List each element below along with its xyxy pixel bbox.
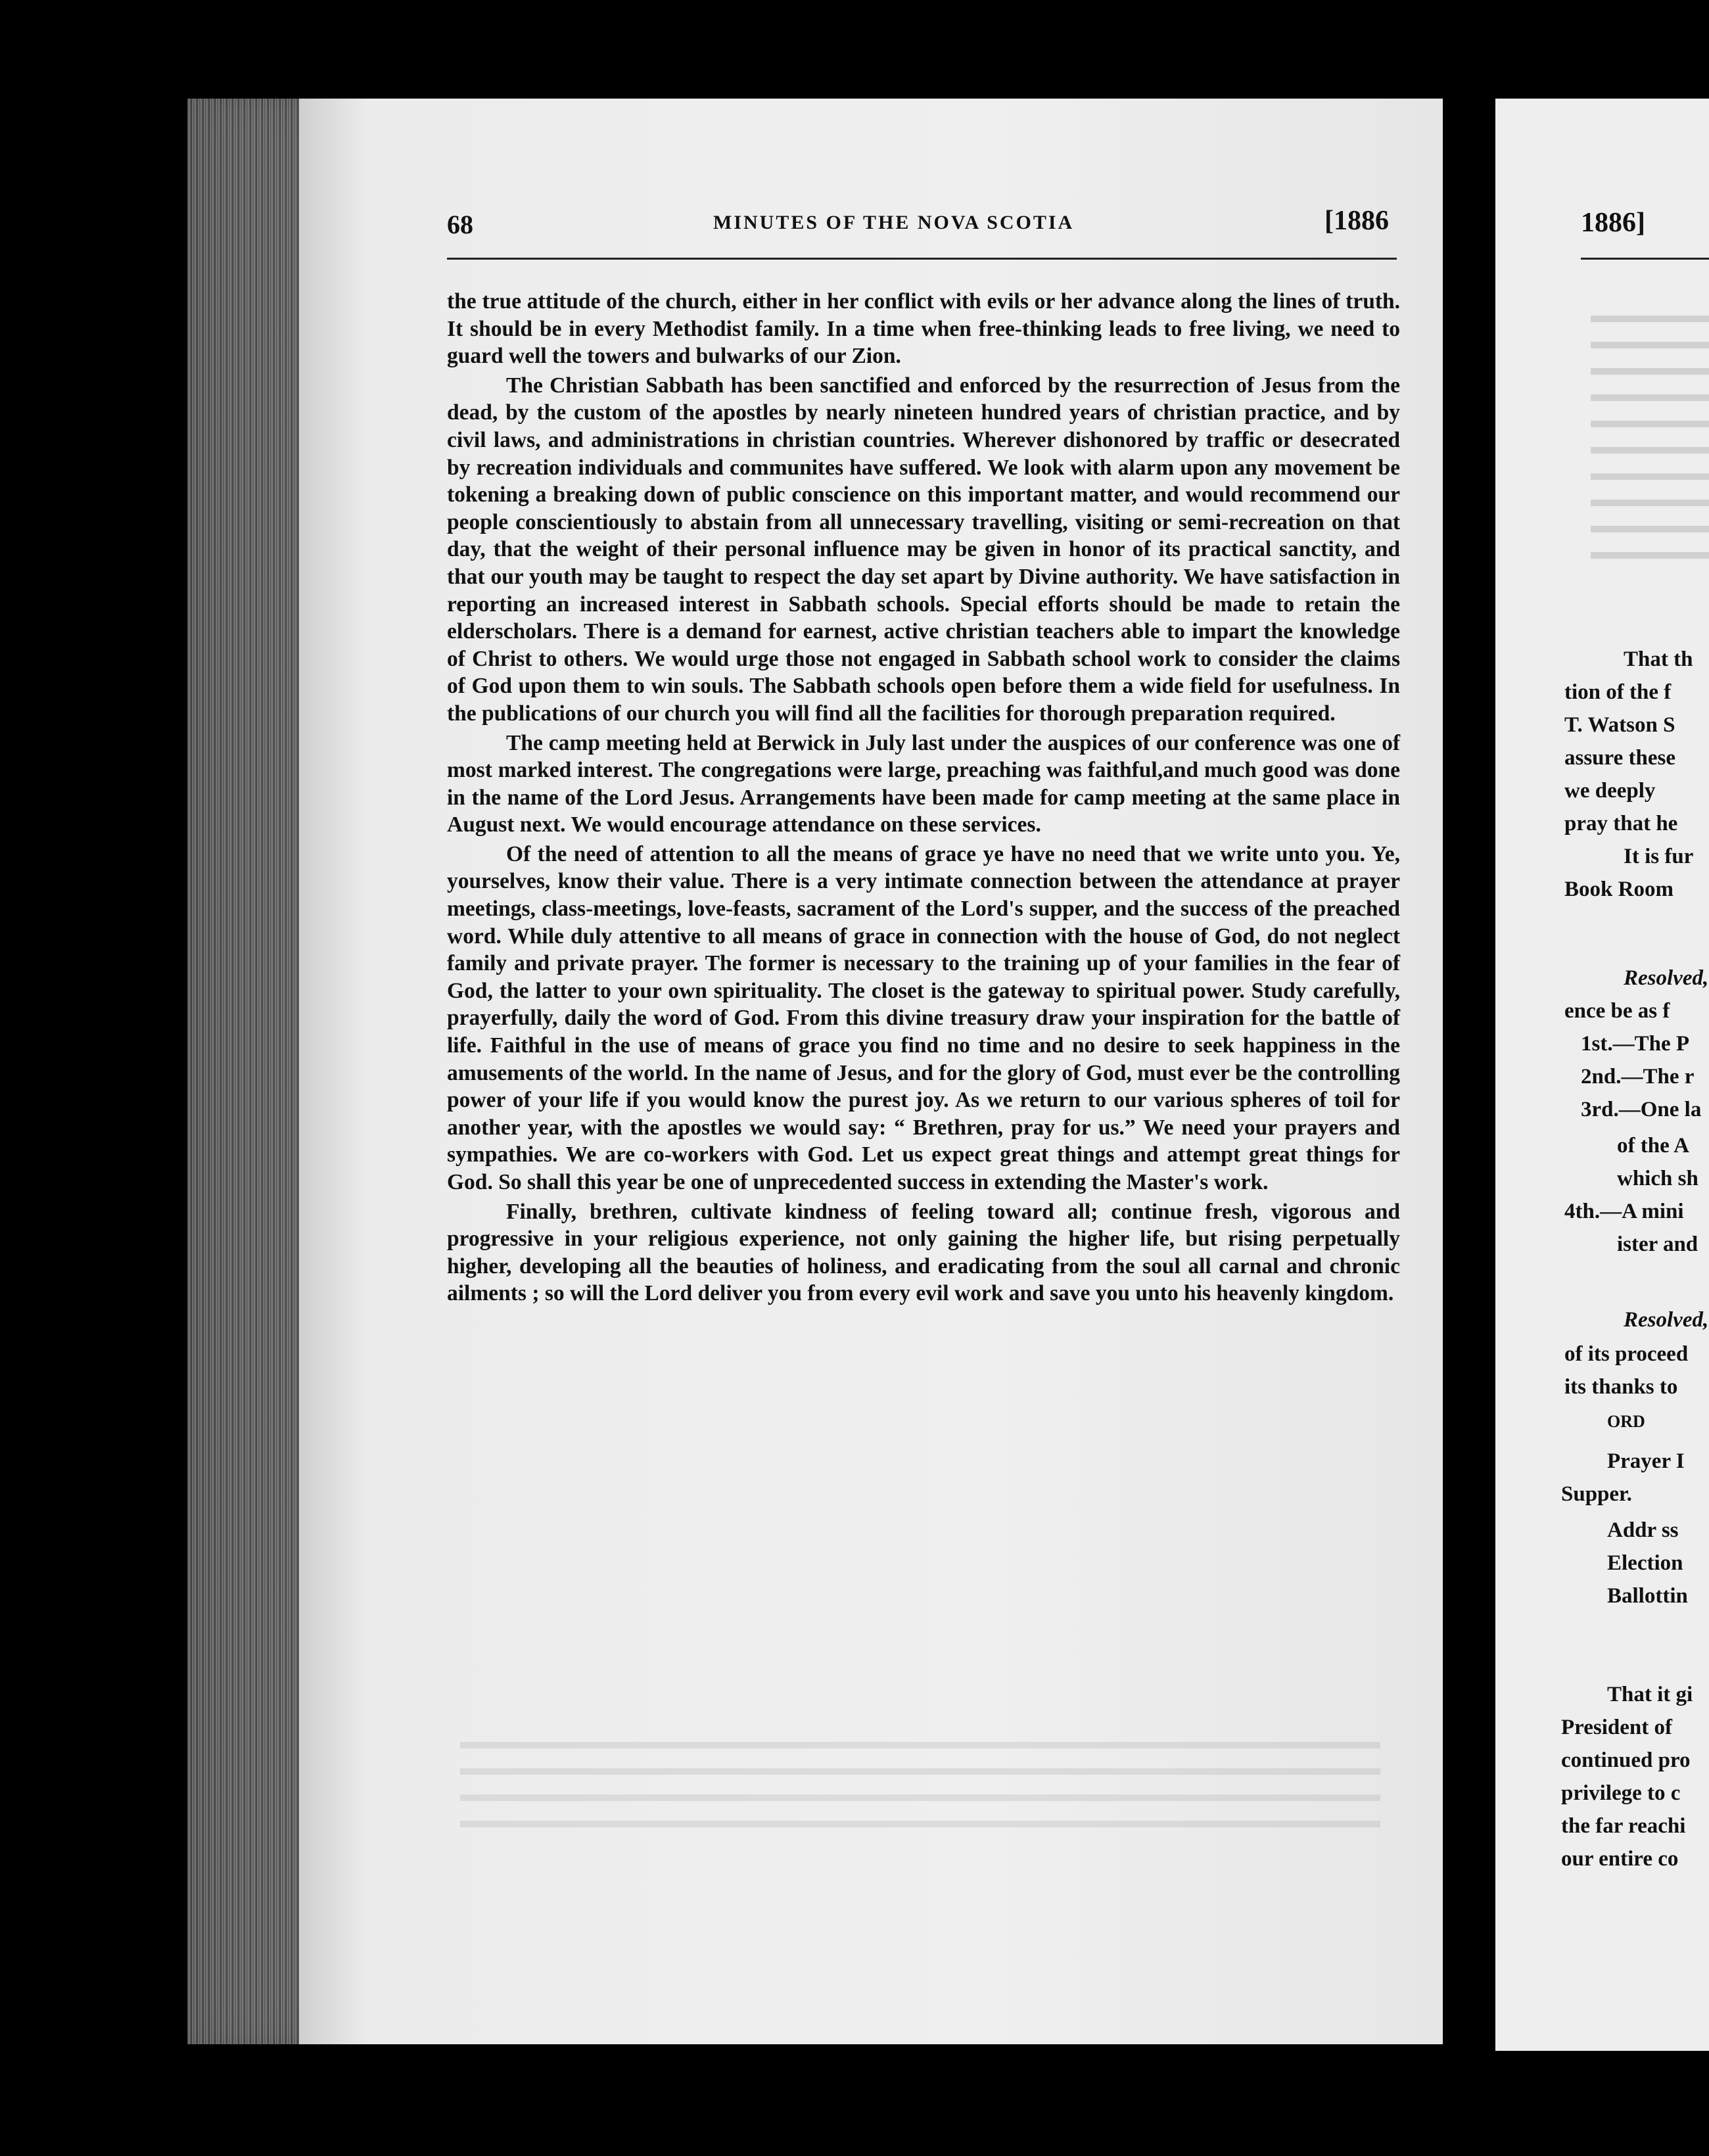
- right-line: 3rd.—One la: [1581, 1098, 1702, 1121]
- body-text: [447, 288, 1400, 1307]
- right-line: of the A: [1617, 1134, 1689, 1158]
- right-line: we deeply: [1564, 779, 1656, 803]
- right-line: Resolved,: [1624, 966, 1709, 990]
- page-edge-stack: [187, 99, 299, 2044]
- right-line: 4th.—A mini: [1564, 1200, 1684, 1223]
- right-line: 2nd.—The r: [1581, 1065, 1695, 1089]
- right-line: tion of the f: [1564, 680, 1672, 704]
- right-line: T. Watson S: [1564, 713, 1675, 737]
- right-line: Resolved,: [1624, 1308, 1709, 1332]
- paragraph-4: Of the need of attention to all the means of grace ye have no need that we write unto you. Ye, yourselves, know their value. There is a very intimate connection between the attendance at prayer meetings, class-meetings, love-feasts, sacrament of the Lord's supper, and the success of the preached word. While duly attentive to all means of grace in connection with the house of God, do not neglect family and private prayer. The former is necessary to the training up of your families in the fear of God, the latter to your own spirituality. The closet is the gateway to spiritual power. Study carefully, prayerfully, daily the word of God. From this divine treasury draw your inspiration for the battle of life. Faithful in the use of means of grace you find no time and no desire to seek happiness in the amusements of the world. In the name of Jesus, and for the glory of God, must ever be the controlling power of your life if you would know the purest joy. As we return to our various spheres of toil for another year, with the apostles we would say: “ Brethren, pray for us.” We need your prayers and sympathies. We are co-workers with God. Let us expect great things and attempt great things for God. So shall this year be one of unprecedented success in extending the Master's work.: [447, 841, 1400, 1194]
- right-line: the far reachi: [1561, 1814, 1686, 1838]
- paragraph-2: The Christian Sabbath has been sanctified and enforced by the resurrection of Jesus from the dead, by the custom of the apostles by nearly nineteen hundred years of christian practice, and by civil laws, and administrations in christian countries. Wherever dishonored by traffic or desecrated by recreation individuals and communites have suffered. We look with alarm upon any movement be tokening a breaking down of public conscience on this important matter, and would recommend our people conscientiously to abstain from all unnecessary travelling, visiting or semi-recreation on that day, that the weight of their personal influence may be given in honor of its practical sanctity, and that our youth may be taught to respect the day set apart by Divine authority. We have satisfaction in reporting an increased interest in Sabbath schools. Special efforts should be made to retain the elderscholars. There is a demand for earnest, active christian teachers able to impart the knowledge of Christ to others. We would urge those not engaged in Sabbath school work to consider the claims of God upon them to win souls. The Sabbath schools open before them a wide field for usefulness. In the publications of our church you will find all the facilities for thorough preparation required.: [447, 373, 1400, 726]
- right-line: Ballottin: [1607, 1584, 1688, 1608]
- book-gutter: [1443, 92, 1492, 2057]
- right-line: continued pro: [1561, 1748, 1691, 1772]
- right-line: Prayer I: [1607, 1449, 1685, 1473]
- bleed-through-text: [460, 1722, 1380, 1834]
- right-line: It is fur: [1624, 845, 1694, 868]
- right-line: its thanks to: [1564, 1375, 1678, 1399]
- right-line: Election: [1607, 1551, 1683, 1575]
- right-line: privilege to c: [1561, 1781, 1681, 1805]
- right-line: Addr ss: [1607, 1518, 1679, 1542]
- header-year: [1886: [1324, 206, 1389, 236]
- right-line: pray that he: [1564, 812, 1678, 835]
- paragraph-5: Finally, brethren, cultivate kindness of feeling toward all; continue fresh, vigorous and progressive in your religious experience, not only gaining the higher life, but rising perpetually higher, developing all the beauties of holiness, and eradicating from the soul all carnal and chronic ailments ; so will the Lord deliver you from every evil work and save you unto his heavenly kingdom.: [447, 1199, 1400, 1306]
- paragraph-1: the true attitude of the church, either in her conflict with evils or her advance along the lines of truth. It should be in every Methodist family. In a time when free-thinking leads to free living, we need to guard well the towers and bulwarks of our Zion.: [447, 289, 1400, 369]
- running-title: MINUTES OF THE NOVA SCOTIA: [713, 212, 1075, 233]
- right-line: assure these: [1564, 746, 1675, 770]
- right-line: Supper.: [1561, 1482, 1632, 1506]
- right-line: Book Room: [1564, 878, 1674, 901]
- right-line: ORD: [1607, 1412, 1645, 1431]
- header-rule: [447, 258, 1397, 260]
- right-line: of its proceed: [1564, 1342, 1689, 1366]
- paragraph-3: The camp meeting held at Berwick in July last under the auspices of our conference was one of most marked interest. The congregations were large, preaching was faithful,and much good was done in the name of the Lord Jesus. Arrangements have been made for camp meeting at the same place in August next. We would encourage attendance on these services.: [447, 730, 1400, 837]
- right-page-bleed-through: [1591, 296, 1709, 572]
- right-line: our entire co: [1561, 1847, 1679, 1871]
- right-line: which sh: [1617, 1167, 1698, 1190]
- right-line: That th: [1624, 647, 1693, 671]
- right-line: ister and: [1617, 1232, 1698, 1256]
- right-line: 1st.—The P: [1581, 1032, 1689, 1056]
- right-line: President of: [1561, 1716, 1672, 1739]
- right-line: That it gi: [1607, 1683, 1693, 1706]
- right-header-year: 1886]: [1581, 208, 1645, 238]
- page-number: 68: [447, 210, 473, 239]
- right-line: ence be as f: [1564, 999, 1670, 1023]
- right-header-rule: [1581, 258, 1709, 260]
